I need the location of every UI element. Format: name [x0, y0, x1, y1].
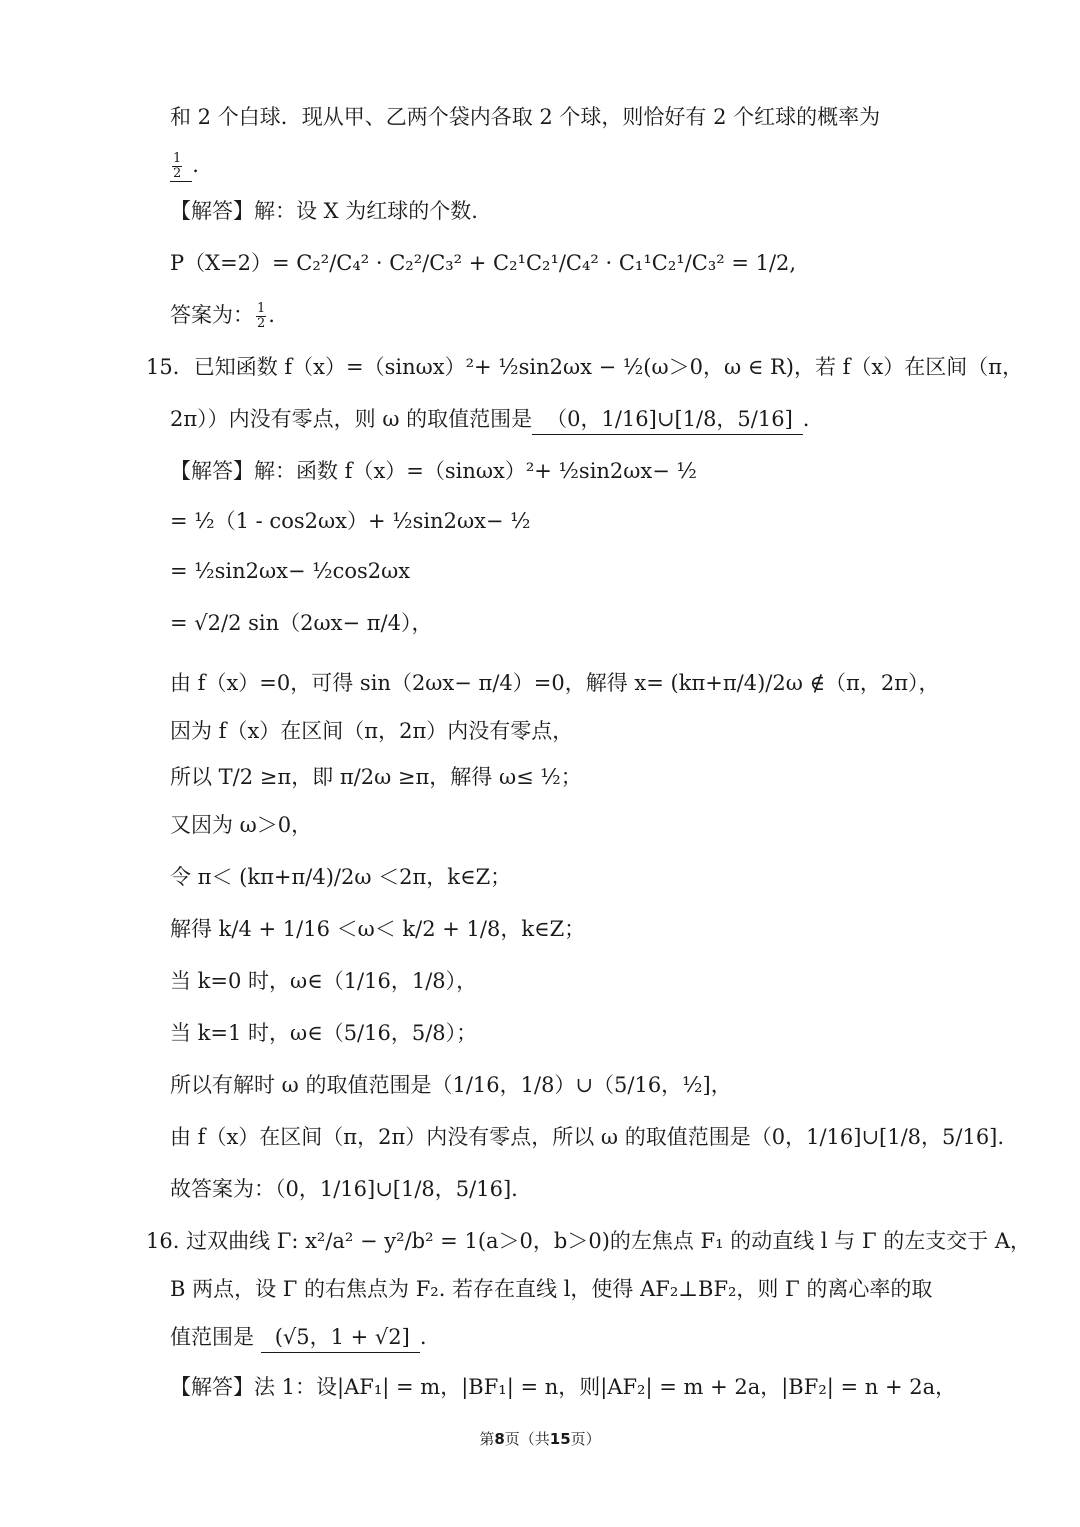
solution-line: 当 k=1 时，ω∈（5/16，5/8）；: [170, 1021, 478, 1045]
answer-line: 答案为： $\frac{1}{2}$ .: [170, 301, 275, 331]
question-16-cont: B 两点，设 Γ 的右焦点为 F₂. 若存在直线 l，使得 AF₂⊥BF₂，则 Γ 的离心率的取: [170, 1277, 933, 1301]
solution-line: 【解答】法 1：设|AF₁| = m，|BF₁| = n，则|AF₂| = m + 2a，|BF₂| = n + 2a，: [170, 1375, 957, 1399]
answer-blank: $\frac{1}{2}$: [170, 150, 192, 182]
solution-line: 【解答】解：函数 f（x）=（sinωx）²+ ½sin2ωx− ½: [170, 459, 697, 483]
question-15: 15．已知函数 f（x）=（sinωx）²+ ½sin2ωx − ½(ω＞0，ω ∈ R)，若 f（x）在区间（π，: [146, 355, 1024, 379]
page-footer: 第8页（共15页）: [479, 1430, 601, 1448]
solution-line: 又因为 ω＞0，: [170, 813, 313, 837]
solution-line: 因为 f（x）在区间（π，2π）内没有零点，: [170, 719, 574, 743]
solution-line: 所以有解时 ω 的取值范围是（1/16，1/8）∪（5/16，½]，: [170, 1073, 732, 1097]
answer-blank: （0，1/16]∪[1/8，5/16]: [532, 404, 803, 435]
answer-blank-line: $\frac{1}{2}$ .: [170, 150, 199, 182]
solution-line: 令 π＜ (kπ+π/4)/2ω ＜2π，k∈Z；: [170, 865, 512, 889]
solution-line: 所以 T/2 ≥π，即 π/2ω ≥π，解得 ω≤ ½；: [170, 765, 582, 789]
page-total: 15: [549, 1430, 571, 1448]
question-16-cont: 值范围是 (√5，1 + √2] .: [170, 1322, 427, 1353]
question-16: 16. 过双曲线 Γ: x²/a² − y²/b² = 1(a＞0，b＞0)的左焦点 F₁ 的动直线 l 与 Γ 的左支交于 A，: [146, 1229, 1032, 1253]
solution-heading: 【解答】解：设 X 为红球的个数.: [170, 199, 478, 223]
solution-line: = ½（1 - cos2ωx）+ ½sin2ωx− ½: [170, 509, 531, 533]
answer-blank: (√5，1 + √2]: [261, 1322, 420, 1353]
solution-line: 解得 k/4 + 1/16 ＜ω＜ k/2 + 1/8，k∈Z；: [170, 917, 586, 941]
formula-line: P（X=2）= C₂²/C₄² · C₂²/C₃² + C₂¹C₂¹/C₄² · C₁¹C₂¹/C₃² = 1/2,: [170, 251, 797, 275]
solution-line: = ½sin2ωx− ½cos2ωx: [170, 559, 411, 583]
text-line: 和 2 个白球．现从甲、乙两个袋内各取 2 个球，则恰好有 2 个红球的概率为: [170, 105, 881, 129]
solution-line: = √2/2 sin（2ωx− π/4），: [170, 611, 433, 635]
question-15-cont: 2π））内没有零点，则 ω 的取值范围是 （0，1/16]∪[1/8，5/16] .: [170, 404, 809, 435]
solution-line: 当 k=0 时，ω∈（1/16，1/8），: [170, 969, 478, 993]
solution-line: 由 f（x）=0，可得 sin（2ωx− π/4）=0，解得 x= (kπ+π/4)/2ω ∉（π，2π），: [170, 671, 940, 695]
solution-line: 由 f（x）在区间（π，2π）内没有零点，所以 ω 的取值范围是（0，1/16]∪[1/8，5/16].: [170, 1125, 1005, 1149]
page-number: 8: [494, 1430, 505, 1448]
final-answer-line: 故答案为：（0，1/16]∪[1/8，5/16].: [170, 1177, 518, 1201]
